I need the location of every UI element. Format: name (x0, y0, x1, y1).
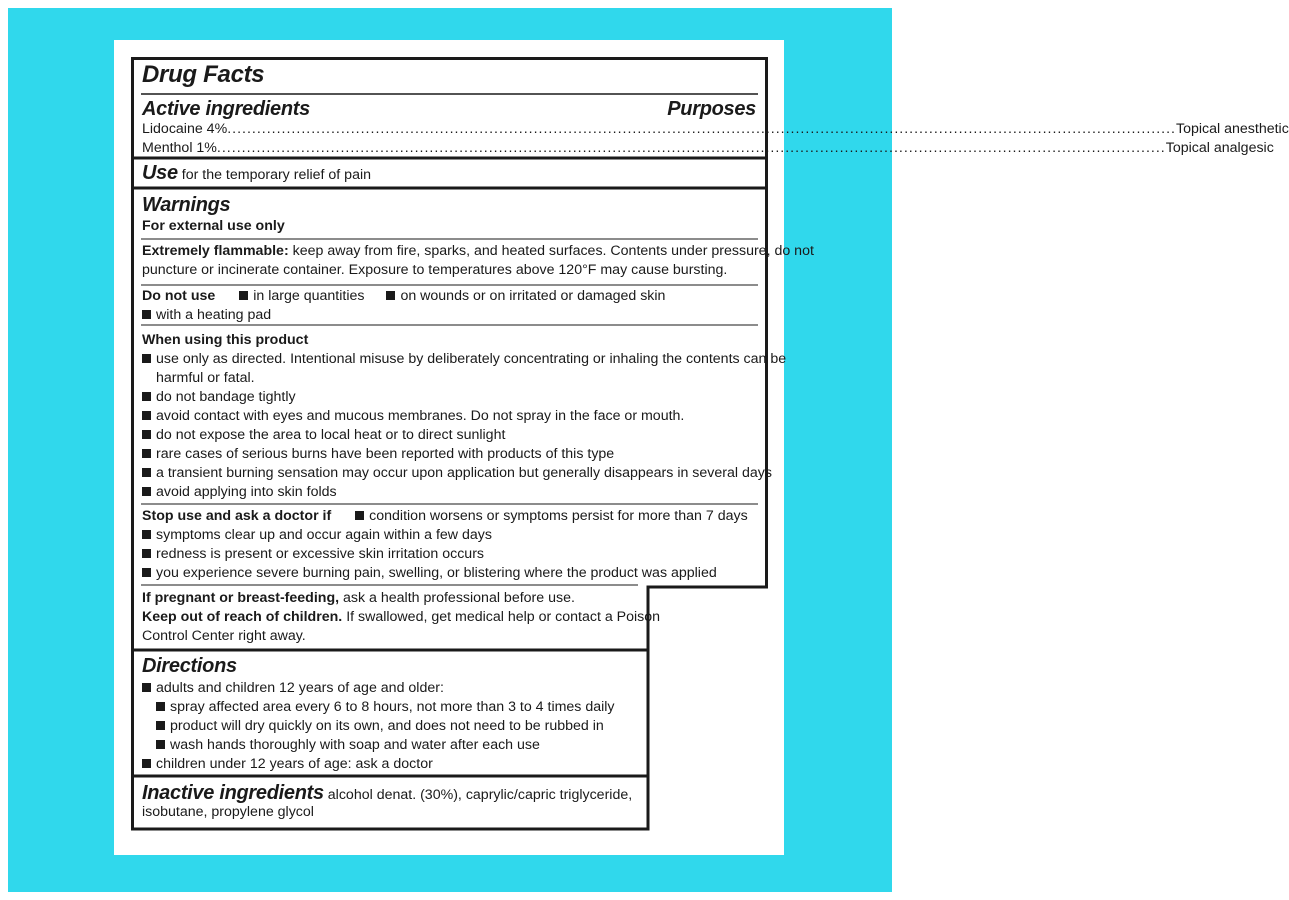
do-not-use-item: with a heating pad (142, 306, 271, 325)
ingredient-purpose: Topical analgesic (1165, 140, 1274, 156)
when-using-item: a transient burning sensation may occur upon application but generally disappears in several days (142, 464, 772, 483)
when-using-label: When using this product (142, 332, 309, 348)
directions-item: children under 12 years of age: ask a doctor (142, 755, 433, 774)
stop-use-item: symptoms clear up and occur again within a few days (142, 526, 492, 545)
active-row (142, 139, 1274, 158)
flammable-line-1 (142, 242, 814, 261)
ingredient-purpose: Topical anesthetic (1176, 121, 1289, 137)
leader-dots: ................................................................................................................................................................................................ (216, 140, 1166, 156)
directions-heading: Directions (142, 655, 237, 677)
when-using-item: avoid contact with eyes and mucous membranes. Do not spray in the face or mouth. (142, 407, 684, 426)
drug-facts-title: Drug Facts (142, 61, 265, 88)
inactive-line-2: isobutane, propylene glycol (142, 804, 314, 820)
stop-use-item: redness is present or excessive skin irritation occurs (142, 545, 484, 564)
purposes-heading: Purposes (667, 98, 756, 120)
stop-use-line (142, 507, 748, 526)
when-using-item-cont: harmful or fatal. (156, 370, 255, 386)
do-not-use-item: on wounds or on irritated or damaged skin (400, 288, 666, 304)
when-using-item: rare cases of serious burns have been reported with products of this type (142, 445, 614, 464)
use-text: for the temporary relief of pain (181, 167, 372, 183)
warnings-heading: Warnings (142, 194, 231, 216)
inactive-text: alcohol denat. (30%), caprylic/capric triglyceride, (327, 787, 633, 803)
flammable-text: keep away from fire, sparks, and heated surfaces. Contents under pressure, do not (292, 243, 814, 259)
children-text: If swallowed, get medical help or contact a Poison (346, 609, 661, 625)
pregnant-label: If pregnant or breast-feeding, (142, 590, 340, 606)
use-section (142, 161, 371, 185)
ingredient-name: Menthol 1% (142, 140, 217, 156)
active-row (142, 120, 1289, 139)
stop-use-item: you experience severe burning pain, swelling, or blistering where the product was applied (142, 564, 717, 583)
children-label: Keep out of reach of children. (142, 609, 343, 625)
when-using-item: do not expose the area to local heat or to direct sunlight (142, 426, 505, 445)
pregnant-text: ask a health professional before use. (343, 590, 575, 606)
when-using-item: avoid applying into skin folds (142, 483, 337, 502)
active-ingredients-heading: Active ingredients (142, 98, 310, 120)
stop-use-label: Stop use and ask a doctor if (142, 508, 332, 524)
bullet-icon (239, 291, 248, 300)
stop-use-item: condition worsens or symptoms persist for more than 7 days (369, 508, 748, 524)
when-using-item: use only as directed. Intentional misuse by deliberately concentrating or inhaling the contents can be (142, 350, 786, 369)
directions-item: adults and children 12 years of age and older: (142, 679, 444, 698)
directions-subitem: product will dry quickly on its own, and does not need to be rubbed in (156, 717, 604, 736)
leader-dots: ................................................................................................................................................................................................ (227, 121, 1177, 137)
directions-subitem: wash hands thoroughly with soap and water after each use (156, 736, 540, 755)
flammable-label: Extremely flammable: (142, 243, 289, 259)
do-not-use-line (142, 287, 665, 306)
bullet-icon (386, 291, 395, 300)
external-use-text: For external use only (142, 218, 285, 234)
flammable-line-2: puncture or incinerate container. Exposure to temperatures above 120°F may cause bursting. (142, 262, 728, 278)
do-not-use-item: in large quantities (253, 288, 365, 304)
inactive-heading: Inactive ingredients (142, 782, 324, 804)
inactive-line-1 (142, 781, 632, 805)
directions-subitem: spray affected area every 6 to 8 hours, not more than 3 to 4 times daily (156, 698, 615, 717)
do-not-use-label: Do not use (142, 288, 216, 304)
use-heading: Use (142, 162, 178, 184)
pregnant-line (142, 589, 575, 608)
when-using-item: do not bandage tightly (142, 388, 296, 407)
drug-facts-panel (131, 57, 1289, 830)
children-line (142, 608, 660, 627)
ingredient-name: Lidocaine 4% (142, 121, 228, 137)
children-line-2: Control Center right away. (142, 628, 306, 644)
bullet-icon (355, 511, 364, 520)
